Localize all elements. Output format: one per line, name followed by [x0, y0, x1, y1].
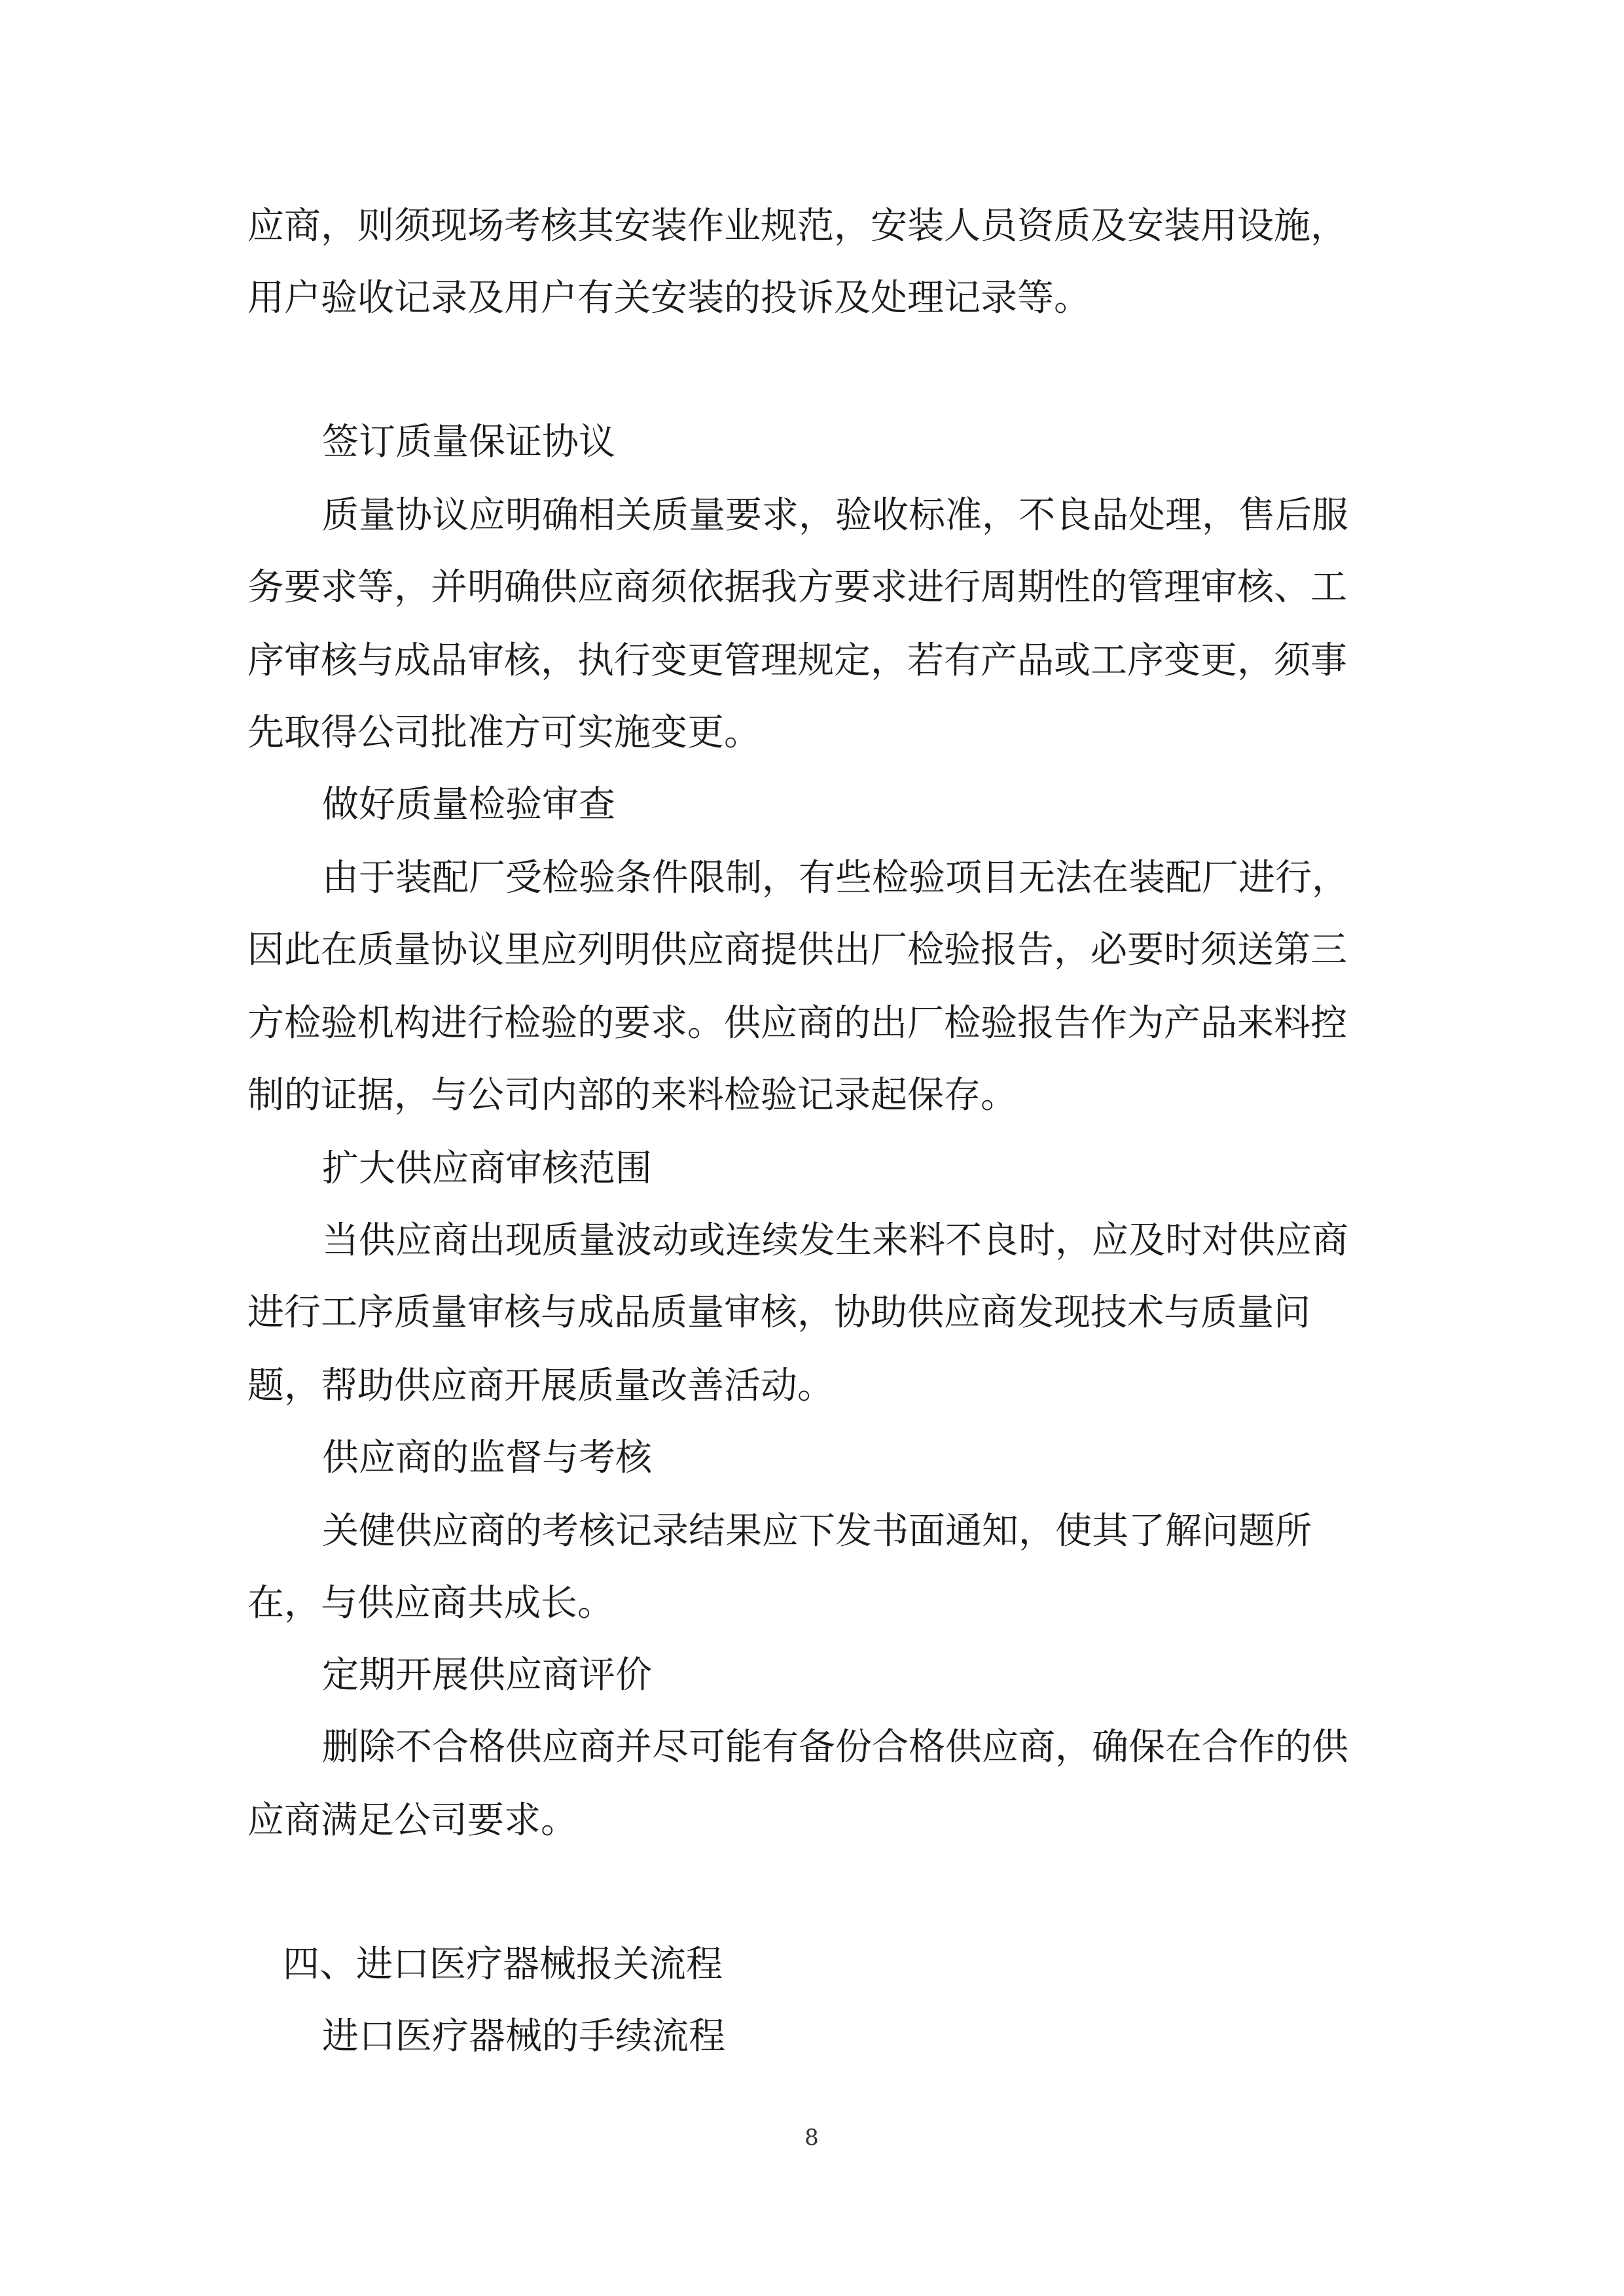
section-heading: 供应商的监督与考核: [322, 1437, 652, 1479]
section-heading: 做好质量检验审查: [322, 783, 615, 826]
paragraph-line: 质量协议应明确相关质量要求，验收标准，不良品处理，售后服: [322, 494, 1348, 537]
paragraph-line: 在，与供应商共成长。: [247, 1582, 614, 1624]
paragraph-line: 进行工序质量审核与成品质量审核，协助供应商发现技术与质量问: [247, 1291, 1310, 1334]
paragraph-line: 关健供应商的考核记录结果应下发书面通知，使其了解问题所: [322, 1510, 1312, 1552]
paragraph-line: 删除不合格供应商并尽可能有备份合格供应商，确保在合作的供: [322, 1726, 1348, 1768]
chapter-heading: 四、进口医疗器械报关流程: [283, 1943, 723, 1986]
paragraph-line: 用户验收记录及用户有关安装的投诉及处理记录等。: [247, 277, 1091, 319]
paragraph-line: 序审核与成品审核，执行变更管理规定，若有产品或工序变更，须事: [247, 639, 1347, 682]
section-heading: 定期开展供应商评价: [322, 1654, 652, 1696]
paragraph-line: 当供应商出现质量波动或连续发生来料不良时，应及时对供应商: [322, 1219, 1348, 1262]
paragraph-line: 制的证据，与公司内部的来料检验记录起保存。: [247, 1074, 1017, 1117]
page-number: 8: [804, 2125, 819, 2151]
section-heading: 签订质量保证协议: [322, 421, 615, 463]
paragraph-line: 应商满足公司要求。: [247, 1799, 577, 1842]
paragraph-line: 先取得公司批准方可实施变更。: [247, 711, 761, 754]
paragraph-line: 务要求等，并明确供应商须依据我方要求进行周期性的管理审核、工: [247, 566, 1347, 609]
section-heading: 扩大供应商审核范围: [322, 1147, 652, 1190]
paragraph-line: 因此在质量协议里应列明供应商提供出厂检验报告，必要时须送第三: [247, 929, 1347, 971]
paragraph-line: 题，帮助供应商开展质量改善活动。: [247, 1365, 834, 1407]
paragraph-line: 应商，则须现场考核其安装作业规范，安装人员资质及安装用设施，: [247, 205, 1347, 247]
chapter-subheading: 进口医疗器械的手续流程: [322, 2015, 725, 2058]
paragraph-line: 方检验机构进行检验的要求。供应商的出厂检验报告作为产品来料控: [247, 1002, 1347, 1045]
paragraph-line: 由于装配厂受检验条件限制，有些检验项目无法在装配厂进行，: [322, 857, 1348, 899]
